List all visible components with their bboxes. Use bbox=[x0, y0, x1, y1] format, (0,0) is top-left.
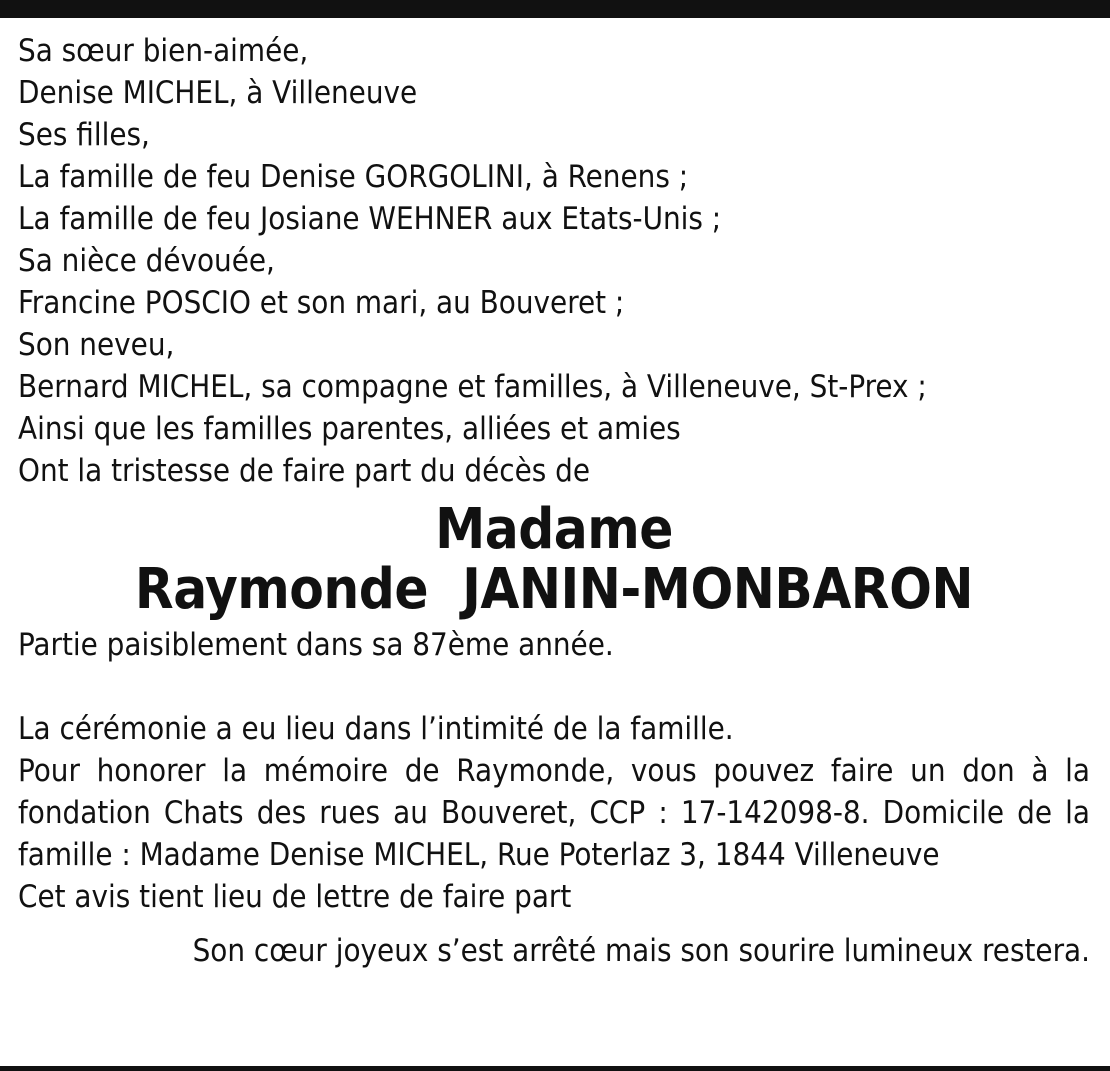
bottom-border-rule bbox=[0, 1066, 1110, 1071]
announcer-line: Son neveu, bbox=[18, 327, 175, 363]
top-border-rule bbox=[0, 0, 1110, 18]
announcer-line: Denise MICHEL, à Villeneuve bbox=[18, 75, 418, 111]
deceased-name-block bbox=[18, 497, 1090, 622]
closing-quote: Son cœur joyeux s’est arrêté mais son sourire lumineux restera. bbox=[192, 933, 1090, 969]
age-line: Partie paisiblement dans sa 87ème année. bbox=[18, 627, 614, 663]
deceased-title: Madame bbox=[435, 497, 673, 562]
announcer-line: Ses filles, bbox=[18, 117, 150, 153]
announcer-line: Bernard MICHEL, sa compagne et familles, à Villeneuve, St-Prex ; bbox=[18, 369, 927, 405]
announcers-list bbox=[18, 30, 1090, 492]
paragraph-spacer bbox=[18, 666, 1090, 708]
announcer-line: Ainsi que les familles parentes, alliées et amies bbox=[18, 411, 681, 447]
announcer-line: La famille de feu Denise GORGOLINI, à Renens ; bbox=[18, 159, 689, 195]
letter-note: Cet avis tient lieu de lettre de faire part bbox=[18, 879, 572, 915]
announcer-line: Sa nièce dévouée, bbox=[18, 243, 275, 279]
announcer-line: Ont la tristesse de faire part du décès de bbox=[18, 453, 591, 489]
announcer-line: Sa sœur bien-aimée, bbox=[18, 33, 309, 69]
donation-paragraph: Pour honorer la mémoire de Raymonde, vous pouvez faire un don à la fondation Chats des rues au Bouveret, CCP : 17-142098-8. Domicile de la famille : Madame Denise MICHEL, Rue Poterlaz 3, 1844 Villeneuve bbox=[18, 753, 1090, 873]
ceremony-line: La cérémonie a eu lieu dans l’intimité de la famille. bbox=[18, 711, 734, 747]
announcer-line: Francine POSCIO et son mari, au Bouveret ; bbox=[18, 285, 625, 321]
obituary-notice bbox=[18, 30, 1090, 972]
deceased-name: Raymonde JANIN-MONBARON bbox=[134, 557, 974, 622]
announcer-line: La famille de feu Josiane WEHNER aux Etats-Unis ; bbox=[18, 201, 722, 237]
